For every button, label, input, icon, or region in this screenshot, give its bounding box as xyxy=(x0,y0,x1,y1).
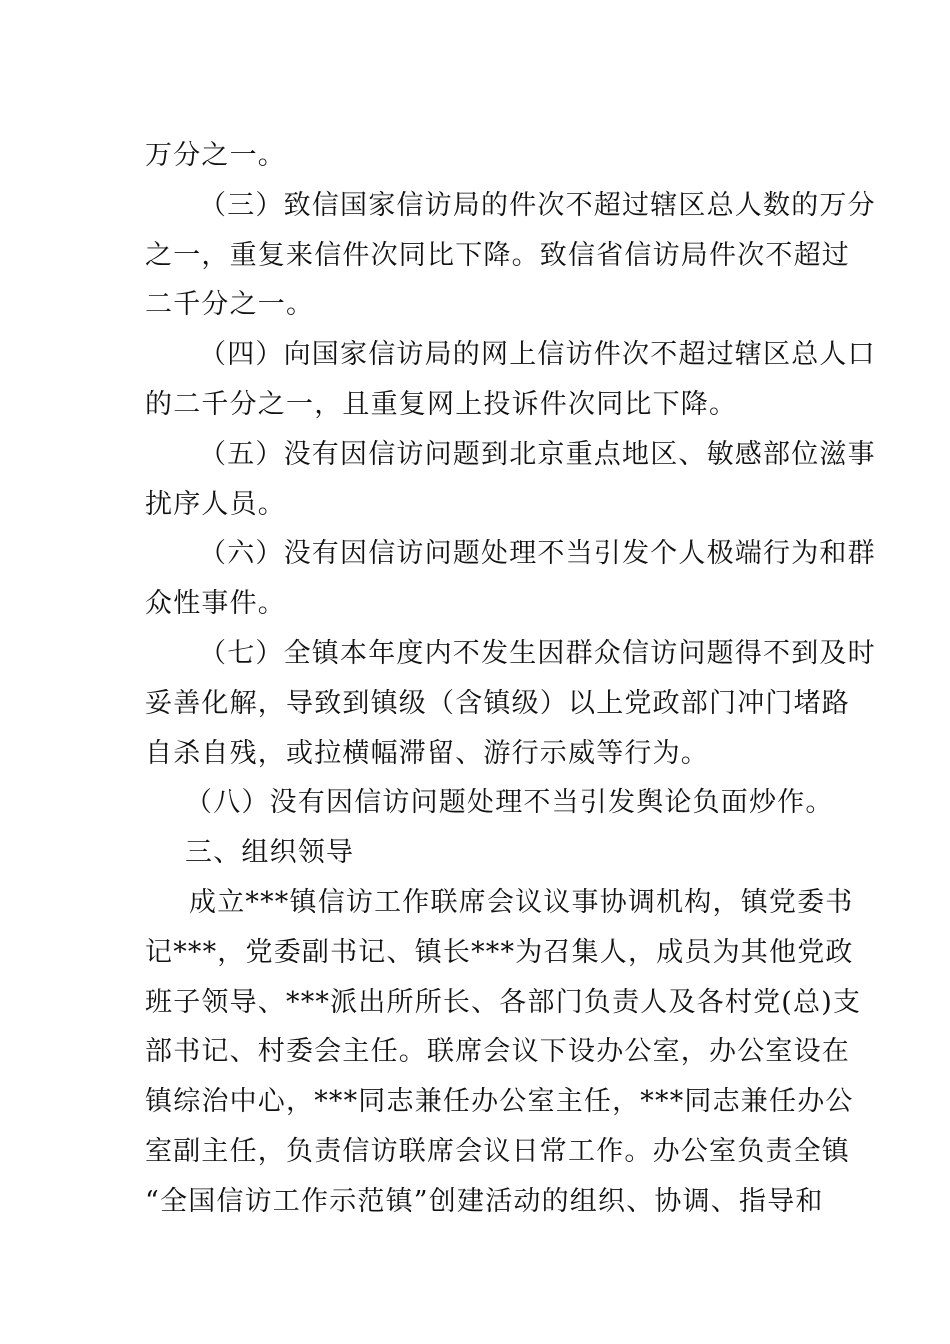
item-5-line: （五）没有因信访问题到北京重点地区、敏感部位滋事 xyxy=(199,438,876,470)
paragraph-line: 镇综治中心，***同志兼任办公室主任，***同志兼任办公 xyxy=(145,1086,854,1118)
item-7-line: （七）全镇本年度内不发生因群众信访问题得不到及时 xyxy=(199,637,876,669)
paragraph-line: 室副主任，负责信访联席会议日常工作。办公室负责全镇 xyxy=(145,1135,850,1167)
item-3-line: 之一，重复来信件次同比下降。致信省信访局件次不超过 xyxy=(145,239,850,271)
text-line-continuation: 万分之一。 xyxy=(145,140,286,171)
item-3-line: 二千分之一。 xyxy=(145,289,315,321)
item-7-line: 妥善化解，导致到镇级（含镇级）以上党政部门冲门堵路 xyxy=(145,687,850,719)
paragraph-line: 成立***镇信访工作联席会议议事协调机构，镇党委书 xyxy=(189,886,854,918)
paragraph-line: 记***，党委副书记、镇长***为召集人，成员为其他党政 xyxy=(145,936,854,968)
item-4-line: （四）向国家信访局的网上信访件次不超过辖区总人口 xyxy=(199,339,876,371)
section-heading: 三、组织领导 xyxy=(185,837,355,869)
document-body xyxy=(145,131,876,1227)
paragraph-line: 班子领导、***派出所所长、各部门负责人及各村党(总)支 xyxy=(145,986,862,1018)
item-6-line: 众性事件。 xyxy=(145,588,286,620)
item-4-line: 的二千分之一，且重复网上投诉件次同比下降。 xyxy=(145,388,738,420)
item-8-line: （八）没有因信访问题处理不当引发舆论负面炒作。 xyxy=(185,787,834,819)
item-6-line: （六）没有因信访问题处理不当引发个人极端行为和群 xyxy=(199,538,876,570)
paragraph-line: 部书记、村委会主任。联席会议下设办公室，办公室设在 xyxy=(145,1036,850,1068)
item-3-line: （三）致信国家信访局的件次不超过辖区总人数的万分 xyxy=(199,189,876,221)
item-5-line: 扰序人员。 xyxy=(145,488,286,520)
item-7-line: 自杀自残，或拉横幅滞留、游行示威等行为。 xyxy=(145,737,709,769)
paragraph-line: “全国信访工作示范镇”创建活动的组织、协调、指导和 xyxy=(145,1185,824,1217)
